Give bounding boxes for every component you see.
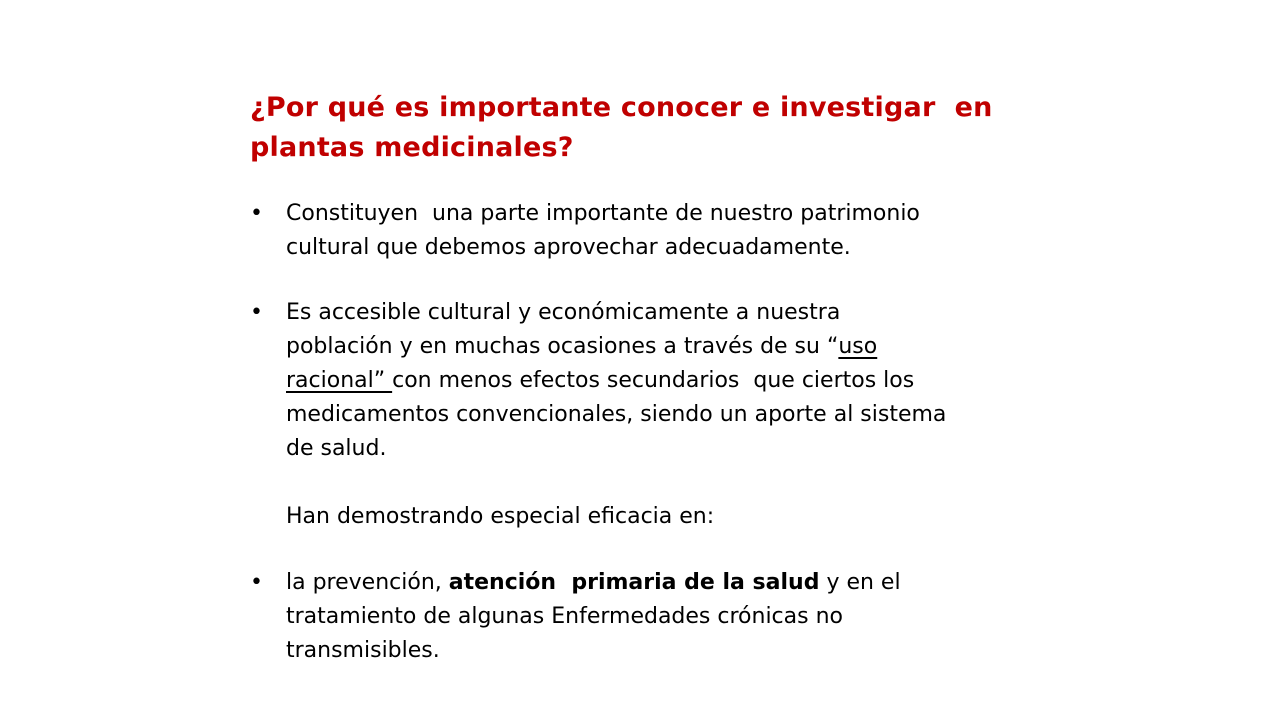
bullet-marker: • [250,300,263,325]
atencion-primaria-bold: atención primaria de la salud [448,570,820,595]
title-line-1: ¿Por qué es importante conocer e investigar en [250,92,993,123]
bullet-2-line-3-text: con menos efectos secundarios que ciertos los [392,368,915,393]
bullet-marker: • [250,570,263,595]
bullet-3-line-1 [286,566,901,600]
bullet-1-line-2: cultural que debemos aprovechar adecuadamente. [286,235,851,260]
bullet-3-line-1-pre: la prevención, [286,570,449,595]
bullet-2-line-3 [286,364,914,398]
bullet-2-line-2-text: población y en muchas ocasiones a través de su “ [286,334,839,359]
bullet-3-line-2: tratamiento de algunas Enfermedades crónicas no [286,604,843,629]
bullet-2-line-1: Es accesible cultural y económicamente a nuestra [286,300,841,325]
bullet-2-line-4: medicamentos convencionales, siendo un aporte al sistema [286,402,947,427]
title-line-2: plantas medicinales? [250,132,574,163]
uso-racional-underlined-2: racional” [286,368,393,393]
bullet-3-line-1-post: y en el [819,570,901,595]
bullet-marker: • [250,201,263,226]
effectiveness-heading: Han demostrando especial eficacia en: [286,504,715,529]
uso-racional-underlined-1: uso [838,334,878,359]
slide-title [250,88,1030,168]
bullet-3-line-3: transmisibles. [286,638,440,663]
bullet-2-line-5: de salud. [286,436,387,461]
bullet-2-line-2 [286,330,877,364]
bullet-1-line-1: Constituyen una parte importante de nuestro patrimonio [286,201,920,226]
